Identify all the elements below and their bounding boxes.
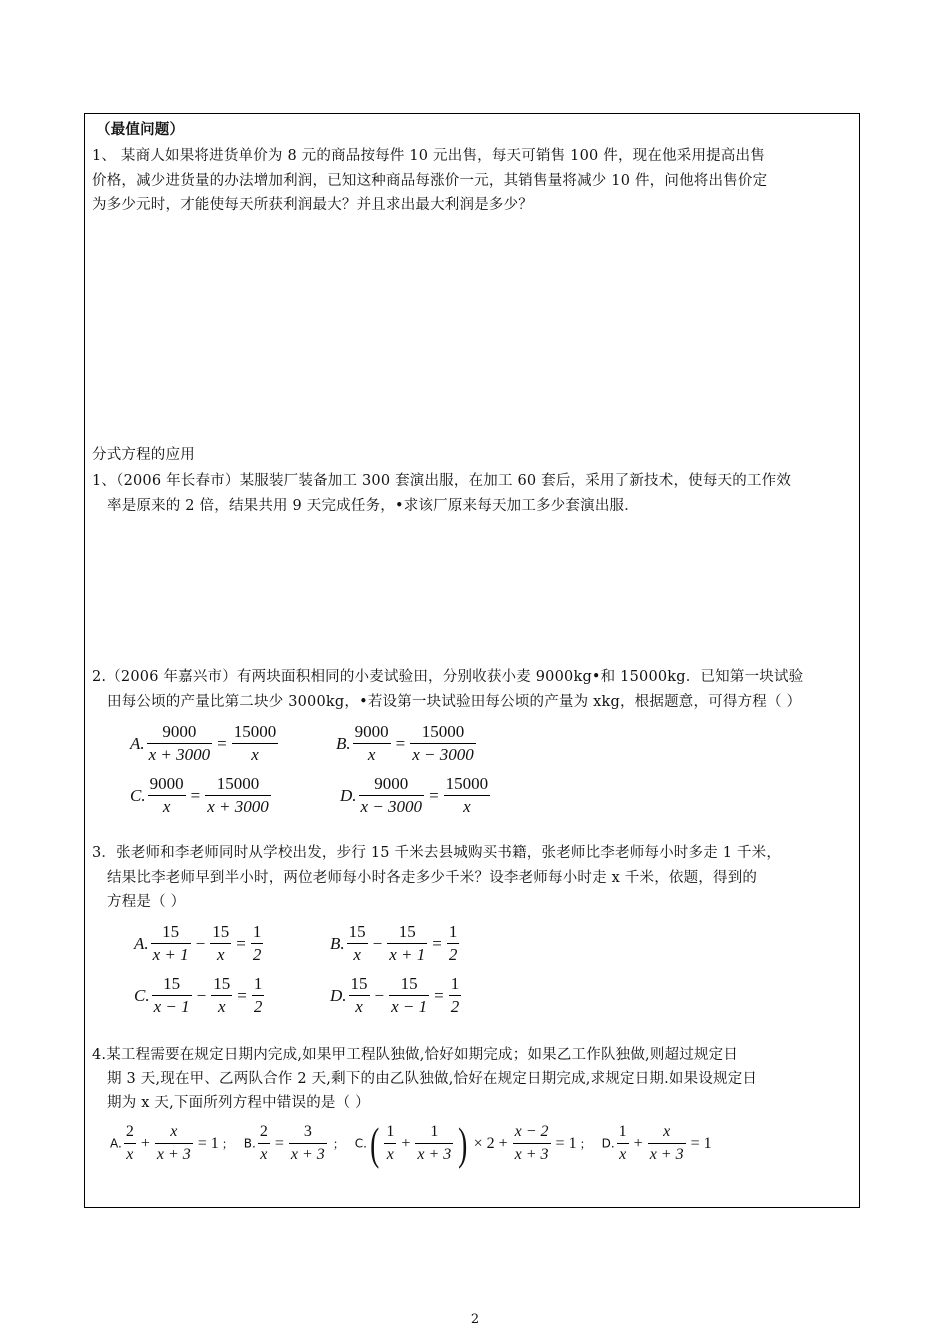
fraction: $\frac{15}{x}$ <box>212 922 230 964</box>
fraction: $\frac{15}{x + 1}$ <box>389 922 426 964</box>
option-label: A. <box>110 1136 122 1151</box>
fraction: $\frac{15000}{x}$ <box>233 722 277 764</box>
q4-options-row: A. $\frac{2}{x}$ + $\frac{x}{x + 3}$ = 1 ； B. $\frac{2}{x}$ = $\frac{3}{x + 3}$ ； C.( $\frac{1}{x}$ + $\frac{1}{x + 3}$ ) × 2 + $\frac{x - 2}{x + 3}$ = 1 ； D. $\frac{1}{x}$ + $\frac{x}{x + 3}$ = 1 <box>110 1117 712 1169</box>
option-label: D. <box>340 785 357 805</box>
fraction: $\frac{15}{x}$ <box>350 974 368 1016</box>
problem-1-line-3: 为多少元时，才能使每天所获利润最大？并且求出最大利润是多少？ <box>92 197 533 213</box>
page-number: 2 <box>470 1312 480 1327</box>
fraction: $\frac{15}{x - 1}$ <box>391 974 428 1016</box>
fraction: $\frac{1}{2}$ <box>448 922 458 964</box>
fe-problem-1-line-1: 1、（2006 年长春市）某服装厂装备加工 300 套演出服，在加工 60 套后，采用了新技术，使每天的工作效 <box>92 473 792 489</box>
option-label: C. <box>134 985 150 1005</box>
fraction: $\frac{15000}{x - 3000}$ <box>412 722 474 764</box>
fraction: $\frac{1}{x + 3}$ <box>417 1123 452 1163</box>
option-label: D. <box>601 1136 615 1151</box>
fraction: $\frac{2}{x}$ <box>125 1123 134 1163</box>
q3-option-d: D. $\frac{15}{x}$ − $\frac{15}{x - 1}$ = $\frac{1}{2}$ <box>330 974 460 1016</box>
fe-problem-2-line-1: 2.（2006 年嘉兴市）有两块面积相同的小麦试验田，分别收获小麦 9000kg•和 15000kg．已知第一块试验 <box>92 669 804 685</box>
q2-option-d: D. $\frac{9000}{x - 3000}$ = $\frac{15000}{x}$ <box>340 774 489 816</box>
fe-problem-4-line-2: 期 3 天,现在甲、乙两队合作 2 天,剩下的由乙队独做,恰好在规定日期完成,求规定日期.如果设规定日 <box>107 1071 758 1087</box>
fe-problem-3-line-3: 方程是（ ） <box>107 894 186 910</box>
fraction: $\frac{9000}{x}$ <box>149 774 184 816</box>
fraction: $\frac{15000}{x + 3000}$ <box>207 774 269 816</box>
fraction: $\frac{15}{x + 1}$ <box>152 922 189 964</box>
problem-1-line-1: 1、 某商人如果将进货单价为 8 元的商品按每件 10 元出售，每天可销售 100 件，现在他采用提高出售 <box>92 148 765 164</box>
fraction: $\frac{1}{2}$ <box>252 922 262 964</box>
option-label: C. <box>354 1136 367 1151</box>
option-label: A. <box>130 733 145 753</box>
fe-problem-3-line-1: 3．张老师和李老师同时从学校出发，步行 15 千米去县城购买书籍，张老师比李老师每小时多走 1 千米， <box>92 845 782 861</box>
fraction: $\frac{x}{x + 3}$ <box>156 1123 191 1163</box>
option-label: A. <box>134 933 149 953</box>
fraction: $\frac{1}{x}$ <box>386 1123 395 1163</box>
option-label: B. <box>330 933 345 953</box>
fe-problem-4-line-1: 4.某工程需要在规定日期内完成,如果甲工程队独做,恰好如期完成；如果乙工作队独做,则超过规定日 <box>92 1047 739 1063</box>
q3-option-b: B. $\frac{15}{x}$ − $\frac{15}{x + 1}$ = $\frac{1}{2}$ <box>330 922 458 964</box>
fraction: $\frac{15000}{x}$ <box>445 774 489 816</box>
left-paren: ( <box>370 1117 380 1169</box>
fe-problem-3-line-2: 结果比李老师早到半小时，两位老师每小时各走多少千米？设李老师每小时走 x 千米，依题，得到的 <box>107 870 758 886</box>
fraction: $\frac{15}{x - 1}$ <box>153 974 190 1016</box>
option-label: B. <box>336 733 351 753</box>
option-label: C. <box>130 785 146 805</box>
section-heading-extremum: （最值问题） <box>96 121 185 138</box>
fraction: $\frac{x}{x + 3}$ <box>649 1123 684 1163</box>
problem-1-line-2: 价格，减少进货量的办法增加利润，已知这种商品每涨价一元，其销售量将减少 10 件，问他将出售价定 <box>92 173 768 189</box>
q3-option-c: C. $\frac{15}{x - 1}$ − $\frac{15}{x}$ = $\frac{1}{2}$ <box>134 974 263 1016</box>
fraction: $\frac{15}{x}$ <box>348 922 366 964</box>
q2-option-a: A. $\frac{9000}{x + 3000}$ = $\frac{15000}{x}$ <box>130 722 277 764</box>
fraction: $\frac{2}{x}$ <box>259 1123 268 1163</box>
q2-option-b: B. $\frac{9000}{x}$ = $\frac{15000}{x - 3000}$ <box>336 722 474 764</box>
option-label: B. <box>243 1136 256 1151</box>
fraction: $\frac{15}{x}$ <box>213 974 231 1016</box>
fraction: $\frac{9000}{x}$ <box>354 722 389 764</box>
fraction: $\frac{x - 2}{x + 3}$ <box>514 1123 549 1163</box>
fe-problem-1-line-2: 率是原来的 2 倍，结果共用 9 天完成任务，•求该厂原来每天加工多少套演出服． <box>107 498 639 514</box>
right-paren: ) <box>458 1117 468 1169</box>
fraction: $\frac{1}{2}$ <box>450 974 460 1016</box>
fraction: $\frac{1}{x}$ <box>618 1123 627 1163</box>
fe-problem-4-line-3: 期为 x 天,下面所列方程中错误的是（ ） <box>107 1095 370 1111</box>
fraction: $\frac{1}{2}$ <box>253 974 263 1016</box>
fraction: $\frac{9000}{x - 3000}$ <box>360 774 423 816</box>
fraction: $\frac{9000}{x + 3000}$ <box>148 722 211 764</box>
q2-option-c: C. $\frac{9000}{x}$ = $\frac{15000}{x + 3000}$ <box>130 774 269 816</box>
fraction: $\frac{3}{x + 3}$ <box>290 1123 325 1163</box>
fe-problem-2-line-2: 田每公顷的产量比第二块少 3000kg，•若设第一块试验田每公顷的产量为 xkg，根据题意，可得方程（ ） <box>107 694 802 710</box>
option-label: D. <box>330 985 347 1005</box>
q3-option-a: A. $\frac{15}{x + 1}$ − $\frac{15}{x}$ = $\frac{1}{2}$ <box>134 922 262 964</box>
section-heading-fractional-equations: 分式方程的应用 <box>92 447 195 463</box>
